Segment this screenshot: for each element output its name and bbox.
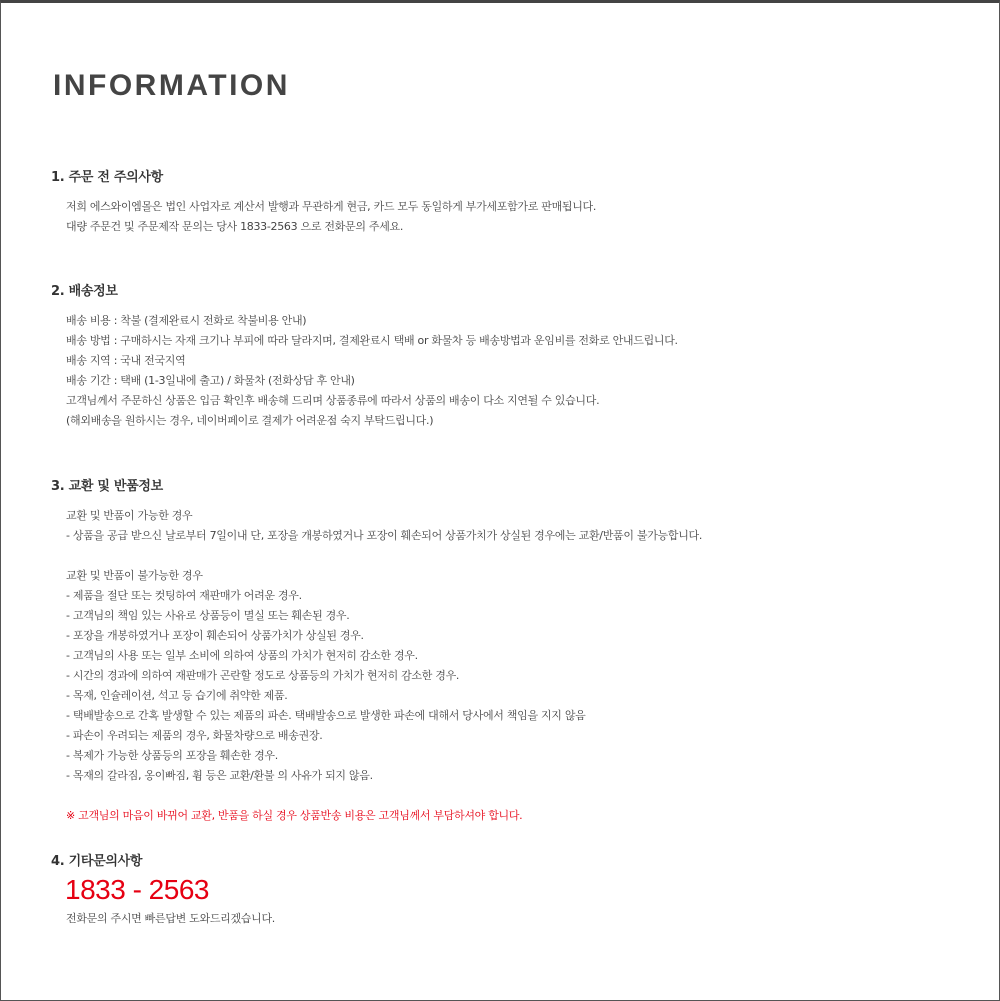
page-title: INFORMATION [53, 69, 290, 102]
exchange-impossible-line: - 고객님의 책임 있는 사유로 상품등이 멸실 또는 훼손된 경우. [66, 609, 350, 622]
exchange-impossible-line: - 택배발송으로 간혹 발생할 수 있는 제품의 파손. 택배발송으로 발생한 파손에 대해서 당사에서 책임을 지지 않음 [66, 709, 586, 722]
exchange-possible-line: - 상품을 공급 받으신 날로부터 7일이내 단, 포장을 개봉하였거나 포장이 훼손되어 상품가치가 상실된 경우에는 교환/반품이 불가능합니다. [66, 529, 703, 542]
section-2-line: 배송 방법 : 구매하시는 자재 크기나 부피에 따라 달라지며, 결제완료시 택배 or 화물차 등 배송방법과 운임비를 전화로 안내드립니다. [66, 334, 678, 347]
section-3-heading: 3. 교환 및 반품정보 [51, 479, 163, 494]
exchange-impossible-line: - 목재, 인슐레이션, 석고 등 습기에 취약한 제품. [66, 689, 288, 702]
phone-number: 1833 - 2563 [65, 874, 209, 905]
section-2-line: 배송 지역 : 국내 전국지역 [66, 354, 186, 367]
exchange-impossible-title: 교환 및 반품이 불가능한 경우 [66, 569, 203, 582]
exchange-impossible-line: - 포장을 개봉하였거나 포장이 훼손되어 상품가치가 상실된 경우. [66, 629, 364, 642]
exchange-impossible-line: - 파손이 우려되는 제품의 경우, 화물차량으로 배송권장. [66, 729, 323, 742]
exchange-impossible-line: - 고객님의 사용 또는 일부 소비에 의하여 상품의 가치가 현저히 감소한 경우. [66, 649, 418, 662]
exchange-impossible-line: - 복제가 가능한 상품등의 포장을 훼손한 경우. [66, 749, 278, 762]
section-1-line: 저희 에스와이엠몰은 법인 사업자로 계산서 발행과 무관하게 현금, 카드 모두 동일하게 부가세포함가로 판매됩니다. [66, 200, 597, 213]
return-cost-notice: ※ 고객님의 마음이 바뀌어 교환, 반품을 하실 경우 상품반송 비용은 고객님께서 부담하셔야 합니다. [66, 809, 523, 822]
section-1-heading: 1. 주문 전 주의사항 [51, 170, 163, 185]
exchange-possible-title: 교환 및 반품이 가능한 경우 [66, 509, 193, 522]
section-2-heading: 2. 배송정보 [51, 284, 118, 299]
exchange-impossible-line: - 시간의 경과에 의하여 재판매가 곤란할 정도로 상품등의 가치가 현저히 감소한 경우. [66, 669, 460, 682]
section-2-line: (해외배송을 원하시는 경우, 네이버페이로 결제가 어려운점 숙지 부탁드립니다.) [66, 414, 434, 427]
section-2-line: 배송 비용 : 착불 (결제완료시 전화로 착불비용 안내) [66, 314, 307, 327]
section-2-line: 고객님께서 주문하신 상품은 입금 확인후 배송해 드리며 상품종류에 따라서 상품의 배송이 다소 지연될 수 있습니다. [66, 394, 600, 407]
section-1-line: 대량 주문건 및 주문제작 문의는 당사 1833-2563 으로 전화문의 주세요. [66, 220, 404, 233]
section-4-heading: 4. 기타문의사항 [51, 854, 143, 869]
exchange-impossible-line: - 제품을 절단 또는 컷팅하여 재판매가 어려운 경우. [66, 589, 302, 602]
section-2-line: 배송 기간 : 택배 (1-3일내에 출고) / 화물차 (전화상담 후 안내) [66, 374, 355, 387]
contact-note: 전화문의 주시면 빠른답변 도와드리겠습니다. [66, 912, 275, 925]
exchange-impossible-line: - 목재의 갈라짐, 옹이빠짐, 휨 등은 교환/환불 의 사유가 되지 않음. [66, 769, 373, 782]
